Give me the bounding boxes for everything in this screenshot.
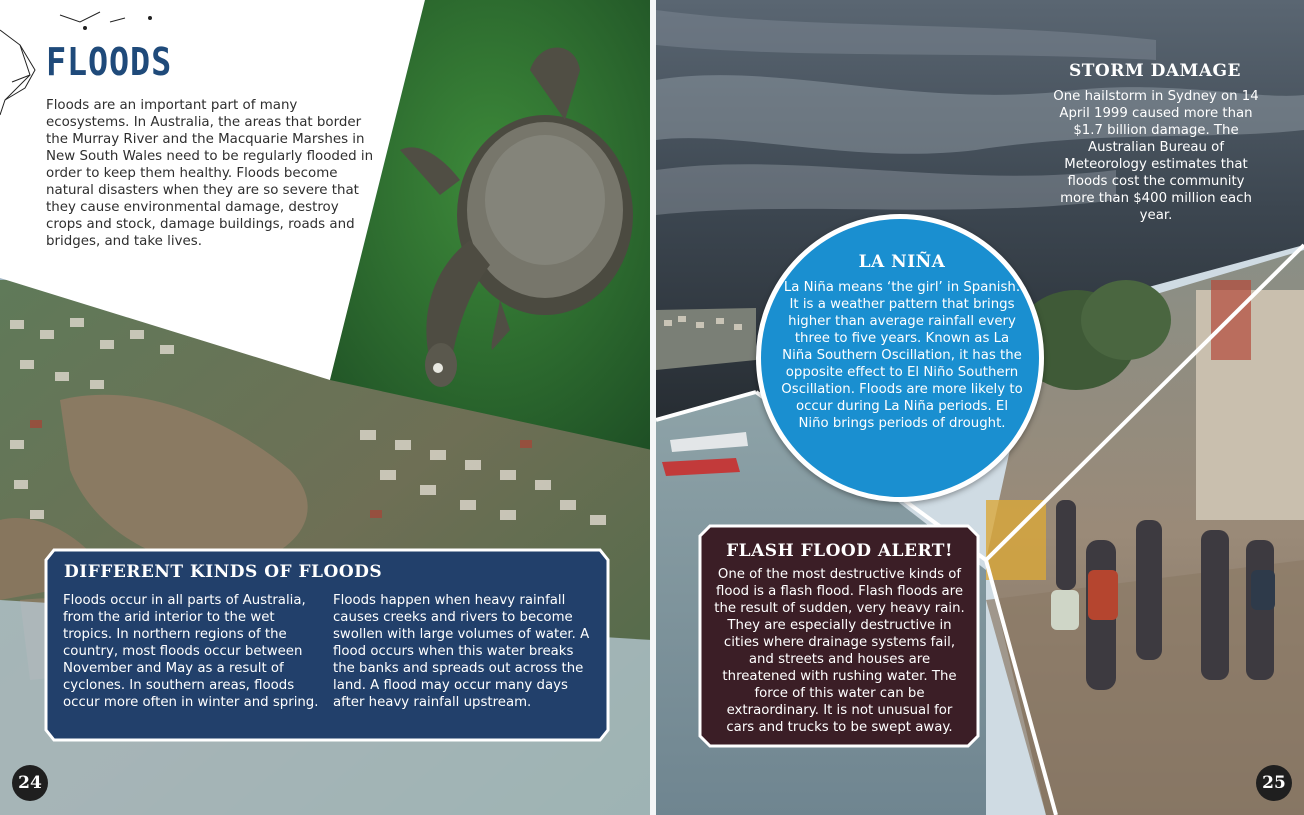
intro-paragraph: Floods are an important part of many ecosystems. In Australia, the areas that border the Murray River and the Macquarie Marshes in New South Wales need to be regularly flooded in order to keep them healthy. Floods become natural disasters when they are so severe that they cause environmental damage, destroy crops and stock, damage buildings, roads and bridges, and take lives.: [46, 98, 374, 249]
la-nina-text: La Niña means ‘the girl’ in Spanish. It is a weather pattern that brings higher than average rainfall every three to five years. Known as La Niña Southern Oscillation, it has the opposite effect to El Niño Southern Oscillation. Floods are more likely to occur during La Niña periods. El Niño brings periods of drought.: [781, 280, 1023, 431]
page-number-right: 25: [1256, 765, 1292, 801]
flash-box-text: One of the most destructive kinds of flood is a flash flood. Flash floods are the result of sudden, very heavy rain. They are especially destructive in cities where drainage systems fail, and streets and houses are threatened with rushing water. The force of this water can be extraordinary. It is not unusual for cars and trucks to be swept away.: [714, 567, 965, 735]
flash-box-title: FLASH FLOOD ALERT!: [726, 541, 953, 561]
page-number-left: 24: [12, 765, 48, 801]
la-nina-title: LA NIÑA: [858, 252, 946, 272]
storm-box-title: STORM DAMAGE: [1068, 61, 1241, 81]
storm-box-text: One hailstorm in Sydney on 14 April 1999 caused more than $1.7 billion damage. The Australian Bureau of Meteorology estimates that floods cost the community more than $400 million each year.: [1053, 89, 1259, 223]
kinds-box-column-1: Floods occur in all parts of Australia, from the arid interior to the wet tropics. In northern regions of the country, most floods occur between November and May as a result of cyclones. In southern areas, floods occur more often in winter and spring.: [63, 593, 319, 710]
kinds-box-title: DIFFERENT KINDS OF FLOODS: [64, 562, 383, 582]
kinds-box-column-2: Floods happen when heavy rainfall causes creeks and rivers to become swollen with large volumes of water. A flood occurs when this water breaks the banks and spreads out across the land. A flood may occur many days after heavy rainfall upstream.: [333, 593, 590, 710]
page-title: FLOODS: [46, 40, 173, 84]
